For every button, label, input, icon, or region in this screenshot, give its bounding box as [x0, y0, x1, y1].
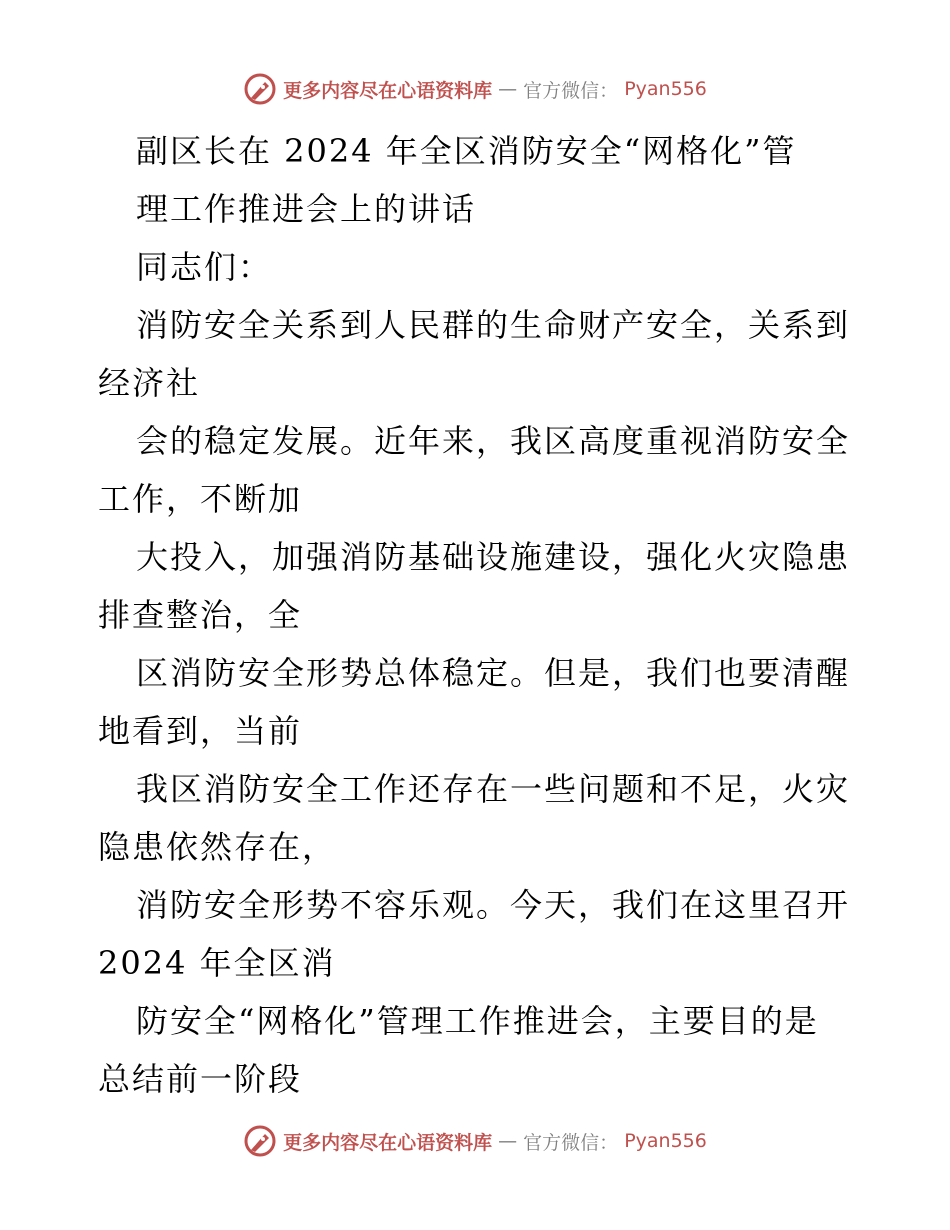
paragraph-line: 排查整治，全 — [98, 596, 303, 634]
watermark-sub-text: 官方微信： — [523, 79, 619, 102]
watermark-wechat-id: Pyan556 — [624, 78, 707, 100]
watermark-dash: — — [498, 78, 518, 100]
salutation: 同志们： — [136, 248, 273, 286]
paragraph-line: 隐患依然存在， — [98, 828, 337, 866]
watermark-main-text: 更多内容尽在心语资料库 — [283, 79, 493, 102]
title-line-2: 理工作推进会上的讲话 — [136, 190, 477, 228]
paragraph-line: 防安全“网格化”管理工作推进会，主要目的是 — [136, 1002, 819, 1040]
paragraph-line: 区消防安全形势总体稳定。但是，我们也要清醒 — [136, 654, 851, 692]
document-body — [98, 122, 858, 1108]
watermark-main-text: 更多内容尽在心语资料库 — [283, 1131, 493, 1154]
header-watermark — [0, 72, 950, 106]
paragraph-line: 大投入，加强消防基础设施建设，强化火灾隐患 — [136, 538, 851, 576]
paragraph-line: 会的稳定发展。近年来，我区高度重视消防安全 — [136, 422, 851, 460]
pen-nib-circle-icon — [243, 72, 277, 106]
paragraph-line: 地看到，当前 — [98, 712, 303, 750]
paragraph-line: 工作，不断加 — [98, 480, 303, 518]
watermark-dash: — — [498, 1130, 518, 1152]
paragraph-line: 消防安全关系到人民群的生命财产安全，关系到 — [136, 306, 851, 344]
paragraph-line: 消防安全形势不容乐观。今天，我们在这里召开 — [136, 886, 851, 924]
watermark-wechat-id: Pyan556 — [624, 1130, 707, 1152]
paragraph-line: 经济社 — [98, 364, 201, 402]
title-line-1: 副区长在 2024 年全区消防安全“网格化”管 — [136, 132, 797, 170]
pen-nib-circle-icon — [243, 1124, 277, 1158]
watermark-sub-text: 官方微信： — [523, 1131, 619, 1154]
paragraph-line: 2024 年全区消 — [98, 944, 336, 982]
paragraph-line: 总结前一阶段 — [98, 1060, 303, 1098]
paragraph-line: 我区消防安全工作还存在一些问题和不足，火灾 — [136, 770, 851, 808]
footer-watermark — [0, 1124, 950, 1158]
